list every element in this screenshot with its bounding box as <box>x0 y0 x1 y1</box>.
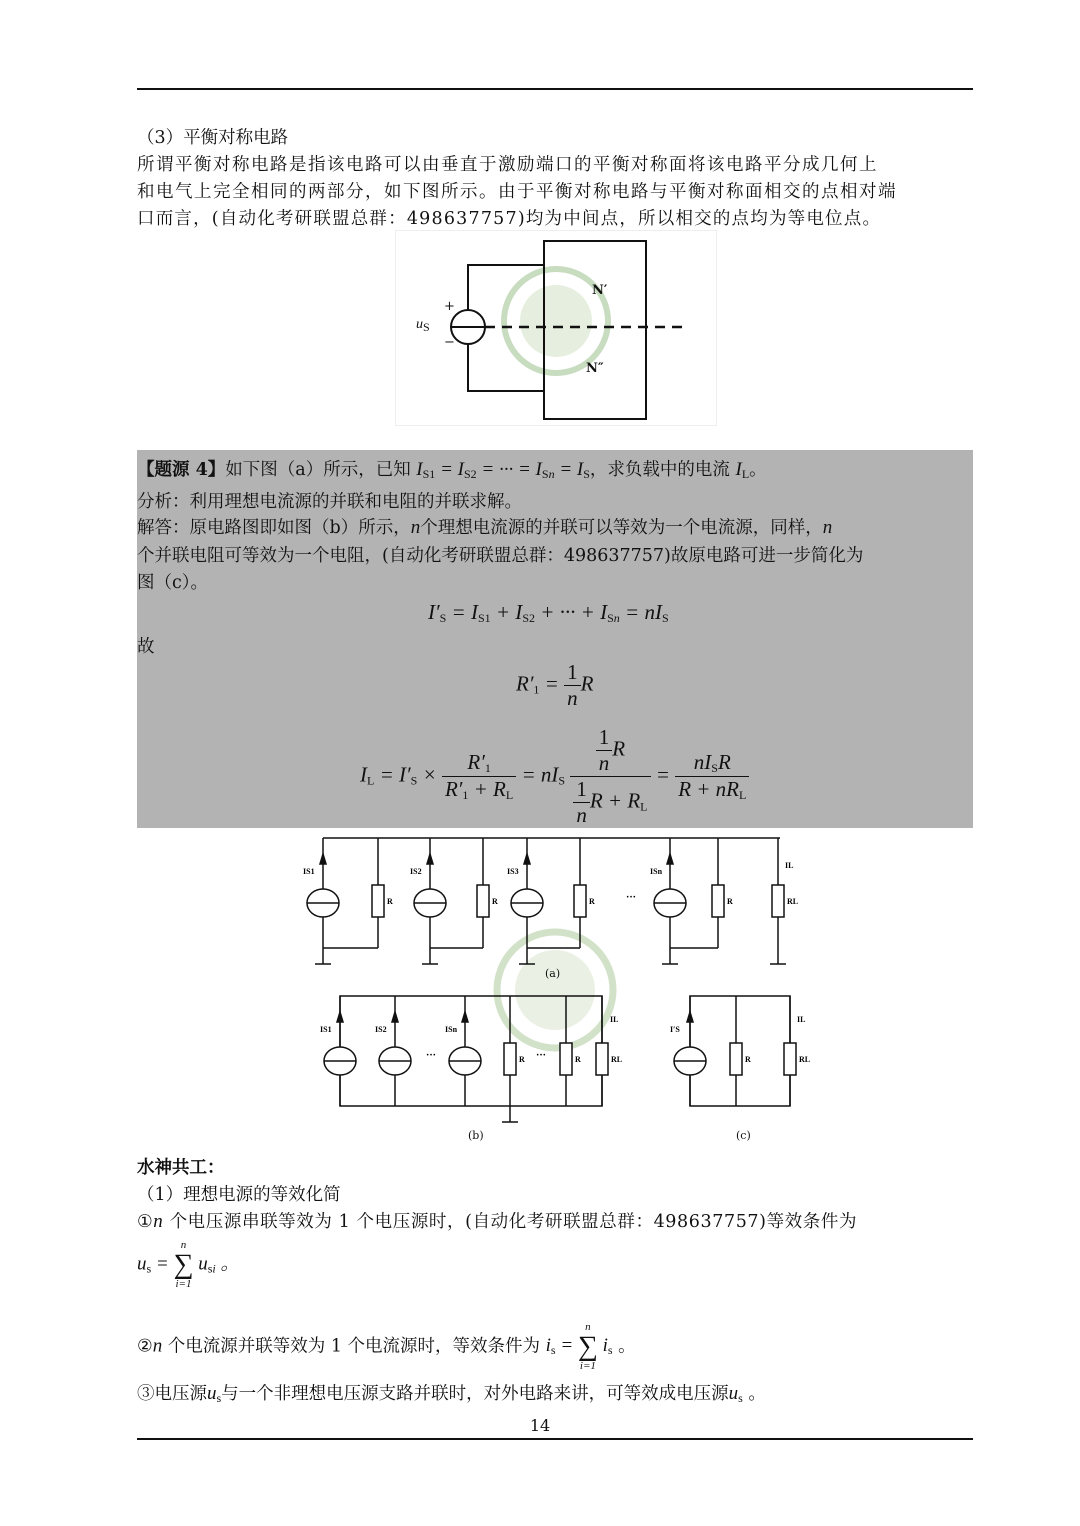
arrow-icon <box>392 1012 398 1022</box>
answer-line-2 <box>137 542 863 567</box>
footer-rule <box>137 1438 973 1440</box>
source-sub: S <box>423 320 430 334</box>
answer-text-2: 个并联电阻可等效为一个电阻，(自动化考研联盟总群：498637757)故原电路可进一步简化为 <box>137 546 864 566</box>
resistor-icon <box>574 885 586 917</box>
answer-line: 解答：原电路图即如图（b）所示，n个理想电流源的并联可以等效为一个电流源，同样，n <box>137 517 833 538</box>
paragraph-line: 所谓平衡对称电路是指该电路可以由垂直于激励端口的平衡对称面将该电路平分成几何上 <box>137 155 878 175</box>
equation-is: $I'_S = I_{S1} + I_{S2}$ + ··· + $I_{Sn} = nI_S$ <box>428 600 669 625</box>
paragraph-line: 口而言，(自动化考研联盟总群：498637757)均为中间点，所以相交的点均为等电位点。 <box>137 209 882 229</box>
arrow-icon <box>320 854 326 864</box>
problem-tag: 【题源 4】 <box>137 460 226 480</box>
symmetric-circuit-figure <box>395 230 717 426</box>
arrow-icon <box>687 1012 693 1022</box>
problem-intro-text: 如下图（a）所示，已知 <box>225 460 411 480</box>
plus-sign: + <box>444 299 455 314</box>
source-label: I′S <box>670 1025 680 1034</box>
notes-subheading: （1）理想电源的等效化简 <box>137 1185 341 1205</box>
resistor-label: R <box>589 897 595 906</box>
section-heading: （3）平衡对称电路 <box>137 128 289 148</box>
current-label: IL <box>785 861 794 870</box>
page-number: 14 <box>529 1416 551 1435</box>
current-label: IL <box>610 1015 619 1024</box>
problem-eq-tail: ，求负载中的电流 <box>589 460 730 480</box>
ellipsis: ··· <box>626 892 637 903</box>
resistor-icon <box>730 1043 742 1075</box>
source-label: u <box>416 317 423 332</box>
resistor-label: R <box>727 897 733 906</box>
answer-text-a: 解答：原电路图即如图（b）所示， <box>137 518 411 538</box>
resistor-icon <box>372 885 384 917</box>
caption-c: (c) <box>736 1129 751 1142</box>
note-item-2: ②n 个电流源并联等效为 1 个电流源时，等效条件为 $i_s$ = n ∑ i=1 $i_s$ 。 <box>137 1321 636 1372</box>
note-item-1: ①n 个电压源串联等效为 1 个电压源时，(自动化考研联盟总群：498637757)等效条件为 <box>137 1211 858 1232</box>
source-label: IS1 <box>320 1025 332 1034</box>
current-source-circuits-figure <box>290 830 820 1148</box>
notes-title: 水神共工： <box>137 1158 225 1178</box>
arrow-icon <box>337 1012 343 1022</box>
source-label: ISn <box>445 1025 458 1034</box>
resistor-label: R <box>745 1055 751 1064</box>
source-label: IS1 <box>303 867 315 876</box>
problem-intro: 【题源 4】如下图（a）所示，已知 $I_{S1} = I_{S2}$ = ··· = $I_{Sn} = I_S$，求负载中的电流 $I_L$。 <box>137 459 767 481</box>
caption-a: (a) <box>545 967 561 980</box>
equation-il: $I_L = I'_S$ × $\frac{R'_1}{R'_1 + R_L}$ = $nI_S$ $\frac{1}{n}$ R $\frac{1}{n}$ $R + R_L$ = $\frac{nI_SR}{R + nR_L}$ <box>360 725 749 828</box>
resistor-label: R <box>575 1055 581 1064</box>
resistor-icon <box>712 885 724 917</box>
resistor-label: R <box>519 1055 525 1064</box>
source-label: IS2 <box>375 1025 387 1034</box>
answer-text-b: 个理想电流源的并联可以等效为一个电流源，同样， <box>420 518 823 538</box>
note-item-2-text: 个电流源并联等效为 1 个电流源时，等效条件为 <box>167 1336 541 1357</box>
resistor-icon <box>504 1043 516 1075</box>
resistor-icon <box>477 885 489 917</box>
resistor-label: RL <box>611 1055 623 1064</box>
resistor-label: R <box>387 897 393 906</box>
analysis-line: 分析：利用理想电流源的并联和电阻的并联求解。 <box>137 492 522 512</box>
answer-line-3: 图（c）。 <box>137 573 209 593</box>
bottom-network-label: N″ <box>586 361 604 376</box>
note-item-3: ③电压源$u_s$与一个非理想电压源支路并联时，对外电路来讲，可等效成电压源$u_s$ 。 <box>137 1383 766 1405</box>
resistor-icon <box>560 1043 572 1075</box>
source-label: ISn <box>650 867 663 876</box>
arrow-icon <box>427 854 433 864</box>
resistor-icon <box>772 885 784 917</box>
source-label: IS3 <box>507 867 519 876</box>
note-item-1-text: 个电压源串联等效为 1 个电压源时，(自动化考研联盟总群：498637757)等效条件为 <box>169 1212 858 1232</box>
therefore-label: 故 <box>137 637 155 657</box>
top-network-label: N′ <box>592 283 608 298</box>
header-rule <box>137 88 973 90</box>
resistor-label: RL <box>787 897 799 906</box>
source-label: IS2 <box>410 867 422 876</box>
resistor-icon <box>784 1043 796 1075</box>
ellipsis: ··· <box>536 1050 547 1061</box>
caption-b: (b) <box>468 1129 484 1142</box>
arrow-icon <box>667 854 673 864</box>
arrow-icon <box>462 1012 468 1022</box>
circled-2: ② <box>137 1336 153 1357</box>
resistor-label: R <box>492 897 498 906</box>
circled-1: ① <box>137 1212 154 1232</box>
arrow-icon <box>524 854 530 864</box>
ellipsis: ··· <box>426 1050 437 1061</box>
note-item-3-text-b: 与一个非理想电压源支路并联时，对外电路来讲，可等效成电压源 <box>221 1384 729 1404</box>
problem-end: 。 <box>749 460 767 480</box>
equation-r1: $R'_1$ = $\frac{1}{n}$ R <box>516 660 594 710</box>
note-item-3-text-a: ③电压源 <box>137 1384 207 1404</box>
resistor-icon <box>596 1043 608 1075</box>
resistor-label: RL <box>799 1055 811 1064</box>
sum-voltage-formula: $u_s$ = n ∑ i=1 $u_{si}$ 。 <box>137 1239 240 1290</box>
minus-sign: − <box>444 335 455 350</box>
paragraph-line: 和电气上完全相同的两部分，如下图所示。由于平衡对称电路与平衡对称面相交的点相对端 <box>137 182 897 202</box>
current-label: IL <box>797 1015 806 1024</box>
